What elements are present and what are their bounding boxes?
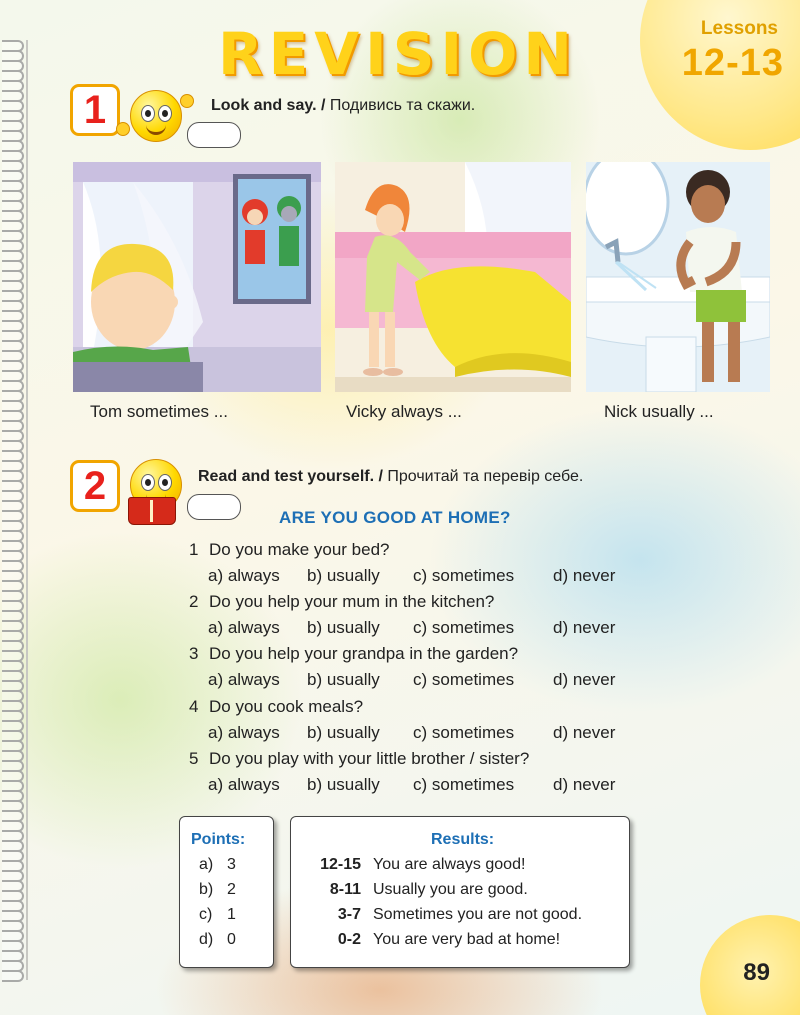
points-option: a) [199,856,214,873]
answer-option: a) always [208,774,280,794]
answer-option: d) never [553,566,616,585]
answer-option: c) sometimes [413,722,515,742]
answer-option: b) usually [307,618,380,638]
answer-option: d) never [553,774,616,794]
instruction-ua: Подивись та скажи. [325,97,476,114]
instruction-ua: Прочитай та перевір себе. [382,468,584,485]
results-heading: Results: [431,831,495,848]
points-heading: Points: [191,831,246,848]
points-option: d) [199,931,214,948]
caption-nick: Nick usually ... [604,402,714,421]
answer-option: c) sometimes [413,618,515,638]
exercise-1-instruction [211,97,475,115]
answer-option: d) never [553,722,616,742]
spiral-ring [2,970,24,982]
answer-option: b) usually [307,774,380,794]
answer-option: c) sometimes [413,566,515,585]
points-row [199,856,236,874]
quiz-question [189,697,363,717]
points-value: 3 [227,856,236,873]
smiley-hand-icon [180,94,194,108]
lessons-range: 12-13 [681,42,784,84]
smiley-hand-icon [116,122,130,136]
answer-option: b) usually [307,722,380,742]
instruction-en: Look and say. / [211,97,326,114]
exercise-2-instruction [198,468,583,486]
lessons-label: Lessons [700,18,778,39]
points-row [199,881,236,899]
result-text: You are very bad at home! [373,931,561,948]
answer-option: c) sometimes [413,670,515,690]
book-icon [128,497,176,525]
exercise-1-number: 1 [70,84,120,136]
page-number: 89 [743,959,770,986]
question-text: Do you play with your little brother / sister? [209,748,530,768]
speech-bubble-icon [187,494,241,520]
answer-option: b) usually [307,670,380,690]
speech-bubble-icon [187,122,241,148]
quiz-question [189,749,529,769]
talking-smiley-icon [130,90,182,142]
points-option: c) [199,906,213,923]
answer-option: d) never [553,618,616,638]
answer-option: a) always [208,670,280,690]
quiz-question [189,644,518,664]
answer-option: a) always [208,566,280,585]
question-text: Do you make your bed? [209,540,390,559]
question-text: Do you help your grandpa in the garden? [209,644,519,664]
binding-edge [26,40,28,980]
question-number: 1 [189,540,199,559]
exercise-2-number: 2 [70,460,120,512]
page-title: REVISION [218,20,578,88]
result-text: Usually you are good. [373,881,528,898]
answer-option: a) always [208,618,280,638]
points-value: 0 [227,931,236,948]
instruction-en: Read and test yourself. / [198,468,383,485]
result-score-range: 0-2 [337,931,361,948]
result-score-range: 8-11 [329,881,361,898]
question-text: Do you cook meals? [209,696,364,716]
result-score-range: 12-15 [320,856,361,873]
quiz-question [189,540,390,560]
caption-vicky: Vicky always ... [346,402,462,421]
picture-tom-watching-tv [73,162,321,392]
quiz-title: ARE YOU GOOD AT HOME? [279,508,511,527]
caption-tom: Tom sometimes ... [90,402,228,421]
picture-nick-washing [586,162,770,392]
result-score-range: 3-7 [337,906,361,923]
quiz-question [189,592,494,612]
spiral-binding [0,40,26,980]
question-number: 3 [189,644,199,664]
points-row [199,931,236,949]
answer-option: b) usually [307,566,380,585]
picture-vicky-making-bed [335,162,571,392]
question-text: Do you help your mum in the kitchen? [209,592,495,612]
question-number: 2 [189,592,199,612]
result-text: You are always good! [373,856,526,873]
points-value: 1 [227,906,236,923]
question-number: 5 [189,748,199,768]
points-value: 2 [227,881,236,898]
points-option: b) [199,881,214,898]
answer-option: a) always [208,722,280,742]
answer-option: c) sometimes [413,774,515,794]
answer-option: d) never [553,670,616,690]
points-row [199,906,236,924]
question-number: 4 [189,696,199,716]
result-text: Sometimes you are not good. [373,906,583,923]
